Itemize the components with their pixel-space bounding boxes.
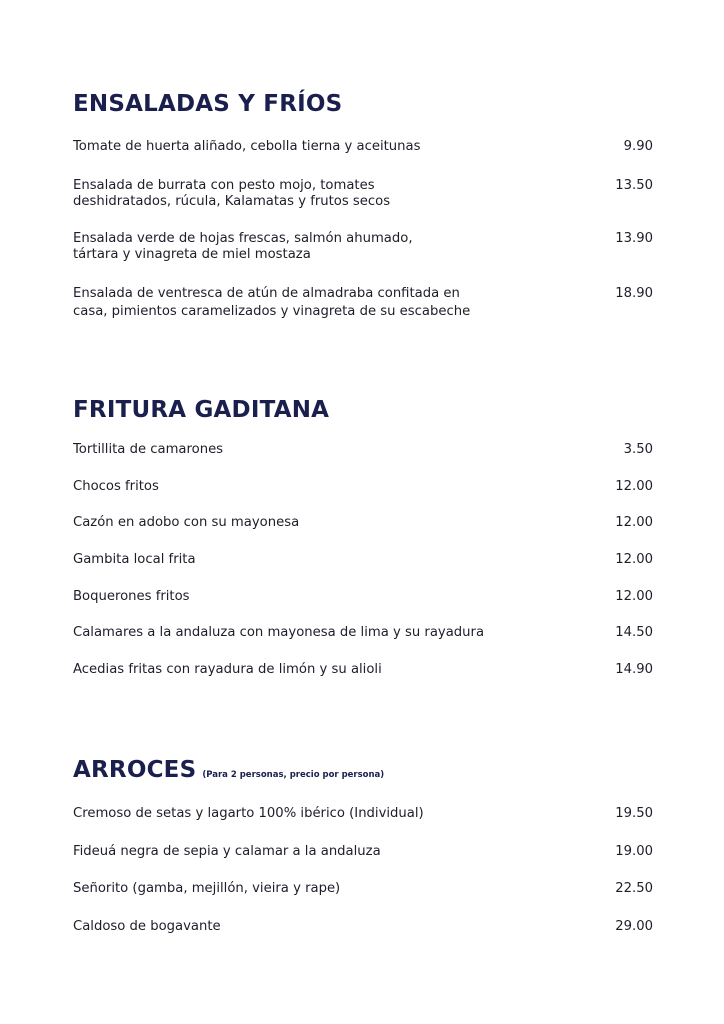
menu-item-price: 14.90 — [615, 662, 653, 677]
menu-item — [73, 844, 653, 860]
menu-item — [73, 625, 653, 641]
menu-item-name: Tomate de huerta aliñado, cebolla tierna y aceitunas — [73, 139, 421, 154]
section-title-text: FRITURA GADITANA — [73, 397, 330, 423]
menu-item — [73, 881, 653, 897]
menu-item-price: 18.90 — [615, 286, 653, 301]
section-title — [73, 756, 653, 789]
section-arroces — [73, 756, 653, 934]
menu-item — [73, 231, 653, 263]
menu-item — [73, 552, 653, 568]
section-title-text: ARROCES — [73, 757, 197, 783]
menu-item-price: 13.50 — [615, 178, 653, 193]
menu-item-price: 9.90 — [623, 139, 653, 154]
menu-item-name: Chocos fritos — [73, 479, 159, 494]
menu-item — [73, 662, 653, 678]
menu-item-price: 12.00 — [615, 589, 653, 604]
menu-item-name: Acedias fritas con rayadura de limón y su alioli — [73, 662, 382, 677]
section-title — [73, 396, 653, 424]
menu-item-name: Fideuá negra de sepia y calamar a la andaluza — [73, 844, 381, 859]
menu-item — [73, 442, 653, 458]
menu-item-name: Ensalada verde de hojas frescas, salmón ahumado, tártara y vinagreta de miel mostaza — [73, 231, 413, 262]
menu-item — [73, 479, 653, 495]
menu-item — [73, 139, 653, 155]
section-title — [73, 90, 653, 118]
menu-item — [73, 806, 653, 822]
menu-item-name: Boquerones fritos — [73, 589, 190, 604]
menu-item-price: 13.90 — [615, 231, 653, 246]
menu-item-price: 3.50 — [623, 442, 653, 457]
section-fritura — [73, 396, 653, 677]
menu-item-price: 29.00 — [615, 919, 653, 934]
menu-item — [73, 285, 653, 321]
menu-item-price: 14.50 — [615, 625, 653, 640]
menu-item-price: 22.50 — [615, 881, 653, 896]
menu-item — [73, 589, 653, 605]
menu-item-name: Calamares a la andaluza con mayonesa de lima y su rayadura — [73, 625, 485, 640]
menu-item-name: Ensalada de burrata con pesto mojo, tomates deshidratados, rúcula, Kalamatas y frutos secos — [73, 178, 391, 209]
menu-item-price: 12.00 — [615, 479, 653, 494]
menu-item-name: Tortillita de camarones — [73, 442, 224, 457]
menu-item-name: Señorito (gamba, mejillón, vieira y rape) — [73, 881, 341, 896]
menu-item — [73, 178, 653, 210]
menu-item-name: Ensalada de ventresca de atún de almadraba confitada en casa, pimientos caramelizados y vinagreta de su escabeche — [73, 286, 471, 319]
section-note: (Para 2 personas, precio por persona) — [202, 770, 385, 780]
menu-item-price: 19.50 — [615, 806, 653, 821]
section-title-text: ENSALADAS Y FRÍOS — [73, 91, 343, 117]
menu-item-name: Cremoso de setas y lagarto 100% ibérico (Individual) — [73, 806, 424, 821]
menu-item — [73, 919, 653, 935]
menu-item — [73, 515, 653, 531]
menu-item-name: Gambita local frita — [73, 552, 196, 567]
menu-item-price: 12.00 — [615, 515, 653, 530]
menu-item-name: Cazón en adobo con su mayonesa — [73, 515, 300, 530]
menu-item-price: 12.00 — [615, 552, 653, 567]
section-ensaladas — [73, 90, 653, 319]
menu-item-price: 19.00 — [615, 844, 653, 859]
menu-item-name: Caldoso de bogavante — [73, 919, 221, 934]
